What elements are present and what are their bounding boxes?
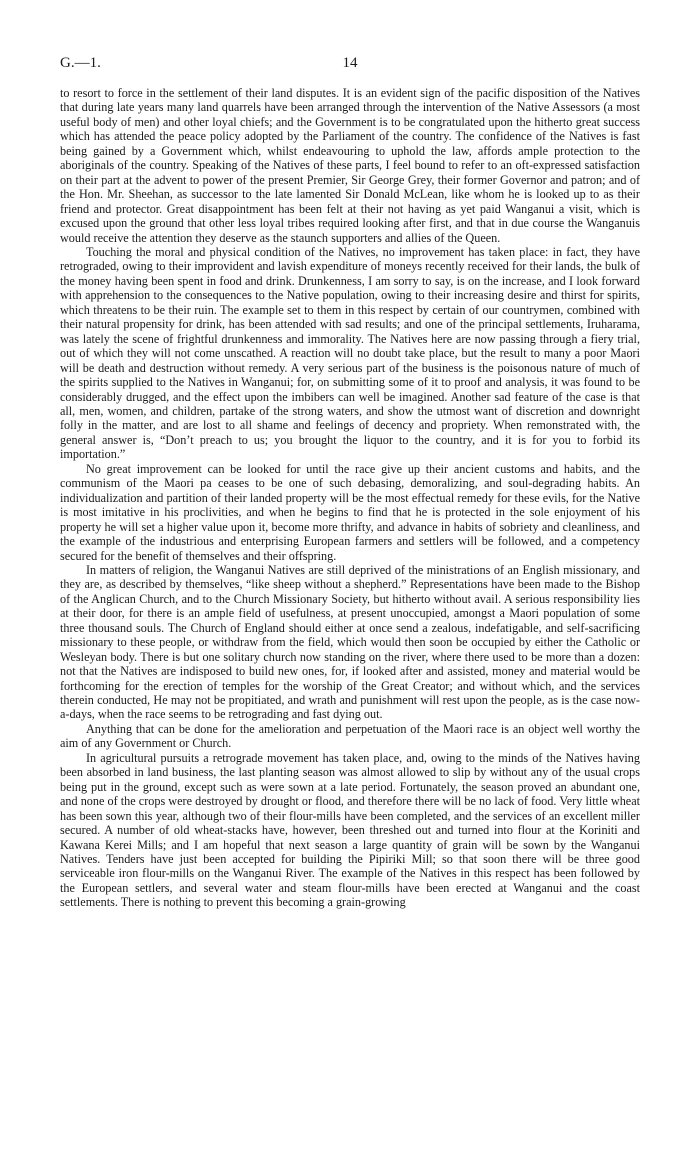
page-number: 14 xyxy=(342,55,358,71)
paragraph-religion: In matters of religion, the Wanganui Natives are still deprived of the ministrations of an English missionary, and they are, as described by themselves, “like sheep without a shepherd.” Representations have been made to the Bishop of the Anglican Church, and to the Church Missionary Society, but hitherto without avail. A serious responsibility lies at their door, for there is an ample field of usefulness, at present unoccupied, amongst a Maori population of some three thousand souls. The Church of England should either at once send a zealous, indefatigable, and self-sacrificing missionary to these people, or withdraw from the field, which would then soon be occupied by either the Catholic or Wesleyan body. There is but one solitary church now standing on the river, where there used to be more than a dozen: not that the Natives are indisposed to build new ones, for, if looked after and assisted, money and material would be forthcoming for the erection of temples for the worship of the Great Creator; and without which, and the services therein conducted, He may not be propitiated, and wrath and punishment will rest upon the people, as is the case now-a-days, when the race seems to be retrograding and fast dying out. xyxy=(60,562,640,722)
paragraph-continuation: to resort to force in the settlement of their land disputes. It is an evident sign of the pacific disposition of the Natives that during late years many land quarrels have been arranged through the intervention of the Native Assessors (a most useful body of men) and other loyal chiefs; and the Government is to be congratulated upon the hitherto great success which has attended the peace policy adopted by the Parliament of the country. The confidence of the Natives is fast being gained by a Government which, whilst endeavouring to uphold the law, affords ample protection to the aboriginals of the country. Speaking of the Natives of these parts, I feel bound to refer to an oft-expressed satisfaction on their part at the advent to power of the present Premier, Sir George Grey, their former Governor and patron; and of the Hon. Mr. Sheehan, as successor to the late lamented Sir Donald McLean, like whom he is looked up to as their friend and protector. Great disappointment has been felt at their not having as yet paid Wanganui a visit, which is excused upon the ground that other less loyal tribes required looking after first, and that in due course the Wanganuis would receive the attention they deserve as the staunch supporters and allies of the Queen. xyxy=(60,86,640,245)
paragraph-amelioration: Anything that can be done for the amelioration and perpetuation of the Maori race is an object well worthy the aim of any Government or Church. xyxy=(60,721,640,751)
paragraph-moral-condition: Touching the moral and physical condition of the Natives, no improvement has taken place: in fact, they have retrograded, owing to their improvident and lavish expenditure of moneys recently received for their lands, the bulk of the money having been spent in food and drink. Drunkenness, I am sorry to say, is on the increase, and I look forward with apprehension to the consequences to the Native population, owing to their increasing desire and thirst for spirits, which threatens to be their ruin. The example set to them in this respect by certain of our countrymen, combined with their natural propensity for drink, has been attended with sad results; and one of the principal settlements, Iruharama, was lately the scene of frightful drunkenness and immorality. The Natives here are now passing through a fiery trial, out of which they will not come unscathed. A reaction will no doubt take place, but the result to many a poor Maori will be death and destruction without remedy. A very serious part of the business is the poisonous nature of much of the spirits supplied to the Natives in Wanganui; for, on submitting some of it to proof and analysis, it was found to be considerably drugged, and the effect upon the imbibers can well be imagined. Another sad feature of the case is that all, men, women, and children, partake of the strong waters, and show the utmost want of discretion and downright folly in the matter, and are lost to all shame and feelings of decency and propriety. When remonstrated with, the general answer is, “Don’t preach to us; you brought the liquor to the country, and it is for you to forbid its importation.” xyxy=(60,244,640,462)
paragraph-agriculture: In agricultural pursuits a retrograde movement has taken place, and, owing to the minds of the Natives having been absorbed in land business, the last planting season was almost allowed to slip by without any of the usual crops being put in the ground, except such as were sown at a late period. Fortunately, the season proved an abundant one, and none of the crops were destroyed by drought or flood, and therefore there will be no lack of food. Very little wheat has been sown this year, although two of their flour-mills have been completed, and the services of an excellent miller secured. A number of old wheat-stacks have, however, been threshed out and turned into flour at the Koriniti and Kawana Kerei Mills; and I am hopeful that next season a large quantity of grain will be sown by the Wanganui Natives. Tenders have just been accepted for building the Pipiriki Mill; so that soon there will be three good serviceable iron flour-mills on the Wanganui River. The example of the Natives in this respect has been followed by the European settlers, and several water and steam flour-mills have been erected at Wanganui and the coast settlements. There is nothing to prevent this becoming a grain-growing xyxy=(60,750,640,910)
document-reference: G.—1. xyxy=(60,55,101,71)
page-header xyxy=(60,52,640,74)
paragraph-customs-habits: No great improvement can be looked for until the race give up their ancient customs and habits, and the communism of the Maori pa ceases to be one of such debasing, demoralizing, and soul-degrading habits. An individualization and partition of their landed property will be the most effectual remedy for these evils, for the Native is most imitative in his proclivities, and when he begins to find that he is protected in the sole enjoyment of his property he will set a higher value upon it, become more thrifty, and advance in habits of sobriety and cleanliness, and the example of the industrious and enterprising European farmers and settlers will be followed, and a competency secured for the benefit of themselves and their offspring. xyxy=(60,461,640,563)
body-text xyxy=(60,86,640,910)
